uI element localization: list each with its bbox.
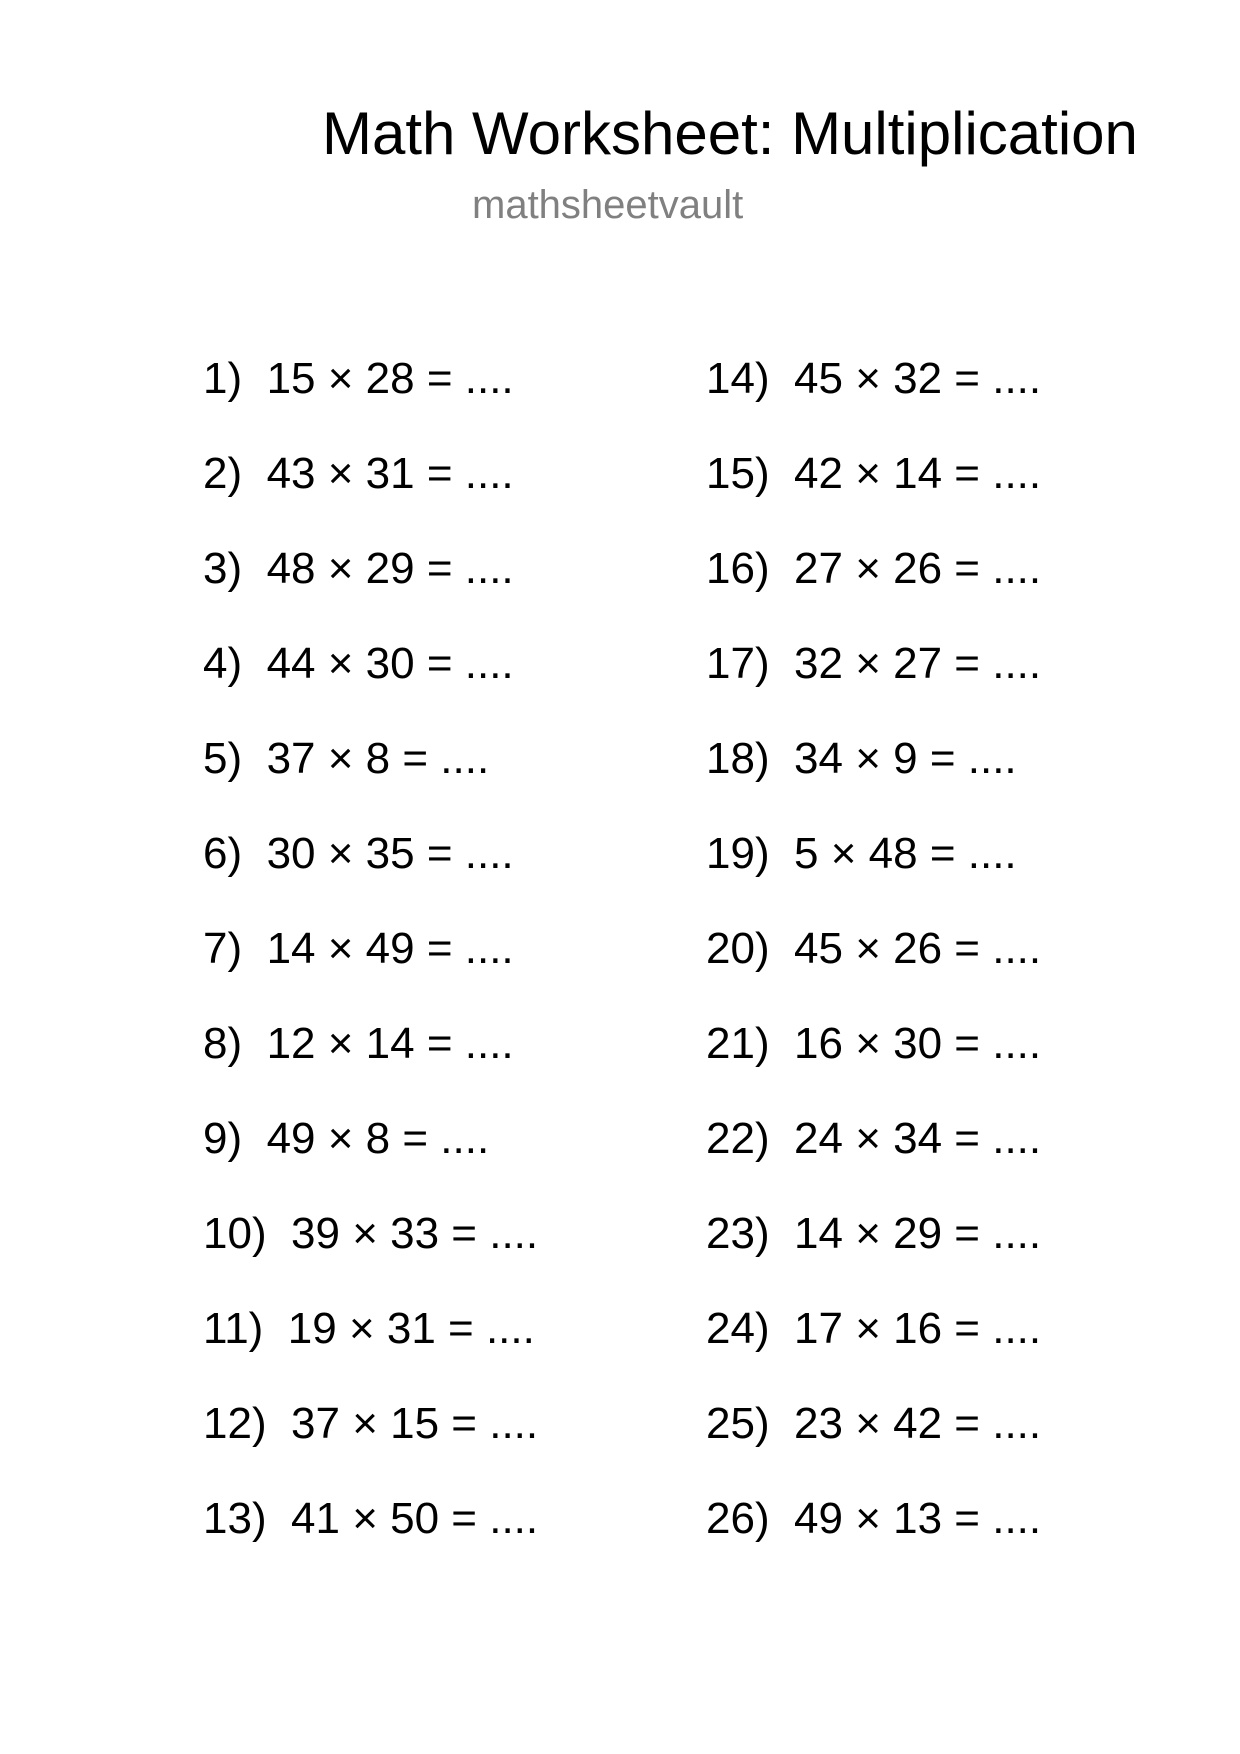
site-name: mathsheetvault <box>472 183 744 227</box>
problem-item: 11) 19 × 31 = .... <box>203 1304 535 1353</box>
problem-item: 19) 5 × 48 = .... <box>706 829 1017 878</box>
problem-item: 4) 44 × 30 = .... <box>203 639 514 688</box>
problem-item: 13) 41 × 50 = .... <box>203 1494 539 1543</box>
problem-item: 26) 49 × 13 = .... <box>706 1494 1042 1543</box>
problem-item: 15) 42 × 14 = .... <box>706 449 1042 498</box>
problem-item: 1) 15 × 28 = .... <box>203 354 514 403</box>
problem-item: 3) 48 × 29 = .... <box>203 544 514 593</box>
problem-item: 23) 14 × 29 = .... <box>706 1209 1042 1258</box>
problem-item: 14) 45 × 32 = .... <box>706 354 1042 403</box>
problem-item: 8) 12 × 14 = .... <box>203 1019 514 1068</box>
problem-item: 6) 30 × 35 = .... <box>203 829 514 878</box>
problem-item: 25) 23 × 42 = .... <box>706 1399 1042 1448</box>
problem-item: 16) 27 × 26 = .... <box>706 544 1042 593</box>
problem-item: 10) 39 × 33 = .... <box>203 1209 539 1258</box>
problem-item: 21) 16 × 30 = .... <box>706 1019 1042 1068</box>
problem-item: 18) 34 × 9 = .... <box>706 734 1017 783</box>
problem-item: 9) 49 × 8 = .... <box>203 1114 490 1163</box>
page-title: Math Worksheet: Multiplication <box>322 100 1138 167</box>
problem-item: 22) 24 × 34 = .... <box>706 1114 1042 1163</box>
problem-item: 24) 17 × 16 = .... <box>706 1304 1042 1353</box>
problem-item: 12) 37 × 15 = .... <box>203 1399 539 1448</box>
problem-item: 17) 32 × 27 = .... <box>706 639 1042 688</box>
problem-item: 5) 37 × 8 = .... <box>203 734 490 783</box>
problem-item: 2) 43 × 31 = .... <box>203 449 514 498</box>
problem-item: 7) 14 × 49 = .... <box>203 924 514 973</box>
problem-item: 20) 45 × 26 = .... <box>706 924 1042 973</box>
